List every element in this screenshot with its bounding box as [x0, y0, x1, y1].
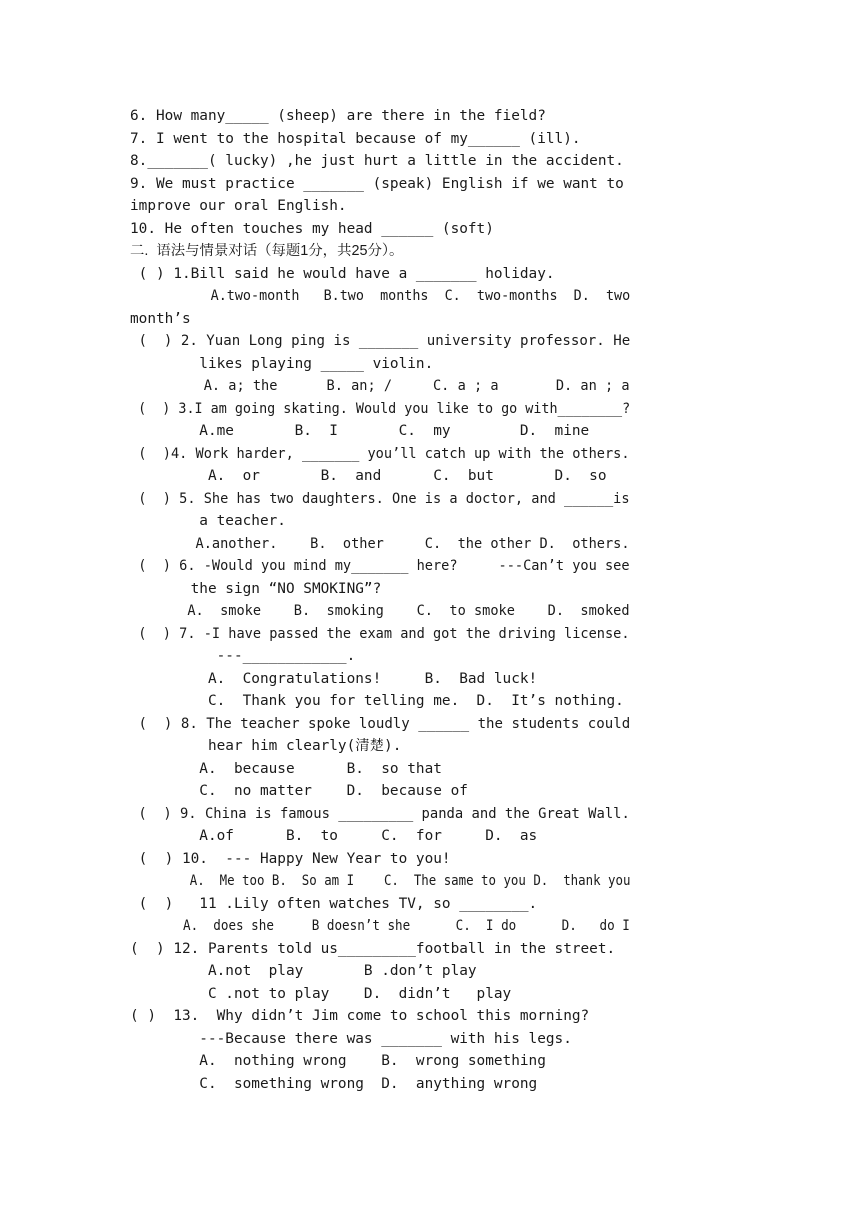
mc-question-6: ( ) 6. -Would you mind my_______ here? ---Can’t you see	[130, 558, 630, 574]
mc-question-8: ( ) 8. The teacher spoke loudly ______ the students could	[130, 716, 631, 732]
mc-question-2-continued: likes playing _____ violin.	[130, 356, 434, 372]
mc-question-2: ( ) 2. Yuan Long ping is _______ university professor. He	[130, 333, 631, 349]
mc-question-13-options-cd: C. something wrong D. anything wrong	[130, 1076, 538, 1092]
mc-question-5-options: A.another. B. other C. the other D. others.	[130, 536, 630, 552]
mc-question-1: ( ) 1.Bill said he would have a _______ holiday.	[130, 266, 555, 282]
question-10: 10. He often touches my head ______ (soft)	[130, 221, 494, 237]
mc-question-5: ( ) 5. She has two daughters. One is a doctor, and ______is	[130, 491, 630, 507]
mc-question-7-options-cd: C. Thank you for telling me. D. It’s nothing.	[130, 693, 624, 709]
question-6: 6. How many_____ (sheep) are there in the field?	[130, 108, 546, 124]
mc-question-2-options: A. a; the B. an; / C. a ; a D. an ; a	[130, 378, 630, 394]
mc-question-9-options: A.of B. to C. for D. as	[130, 828, 538, 844]
mc-question-8-options-cd: C. no matter D. because of	[130, 783, 468, 799]
section-heading: 二. 语法与情景对话（每题1分，共25分）。	[130, 243, 404, 259]
mc-question-9: ( ) 9. China is famous _________ panda and the Great Wall.	[130, 806, 630, 822]
mc-question-10: ( ) 10. --- Happy New Year to you!	[130, 851, 451, 867]
question-7: 7. I went to the hospital because of my______ (ill).	[130, 131, 581, 147]
mc-question-7: ( ) 7. -I have passed the exam and got the driving license.	[130, 626, 630, 642]
mc-question-8-options-ab: A. because B. so that	[130, 761, 442, 777]
mc-question-12: ( ) 12. Parents told us_________football in the street.	[130, 941, 616, 957]
mc-question-11-options: A. does she B doesn’t she C. I do D. do I	[130, 918, 630, 934]
mc-question-7-options-ab: A. Congratulations! B. Bad luck!	[130, 671, 538, 687]
mc-question-6-continued: the sign “NO SMOKING”?	[130, 581, 382, 597]
mc-question-13: ( ) 13. Why didn’t Jim come to school this morning?	[130, 1008, 590, 1024]
mc-question-12-options-ab: A.not play B .don’t play	[130, 963, 477, 979]
mc-question-12-options-cd: C .not to play D. didn’t play	[130, 986, 512, 1002]
mc-question-5-continued: a teacher.	[130, 513, 286, 529]
mc-question-8-continued: hear him clearly(清楚).	[130, 738, 402, 754]
mc-question-7-continued: ---____________.	[130, 648, 356, 664]
mc-question-11: ( ) 11 .Lily often watches TV, so ________.	[130, 896, 538, 912]
mc-question-4-options: A. or B. and C. but D. so	[130, 468, 607, 484]
mc-question-6-options: A. smoke B. smoking C. to smoke D. smoked	[130, 603, 630, 619]
mc-question-13-options-ab: A. nothing wrong B. wrong something	[130, 1053, 546, 1069]
mc-question-10-options: A. Me too B. So am I C. The same to you D. thank you	[130, 873, 631, 889]
question-9: 9. We must practice _______ (speak) English if we want to	[130, 176, 624, 192]
mc-question-1-options-continued: month’s	[130, 311, 191, 327]
question-8: 8._______( lucky) ,he just hurt a little in the accident.	[130, 153, 624, 169]
mc-question-13-continued: ---Because there was _______ with his legs.	[130, 1031, 572, 1047]
mc-question-1-options: A.two-month B.two months C. two-months D. two	[130, 288, 631, 304]
mc-question-3: ( ) 3.I am going skating. Would you like to go with________?	[130, 401, 631, 417]
mc-question-3-options: A.me B. I C. my D. mine	[130, 423, 590, 439]
question-9-continued: improve our oral English.	[130, 198, 347, 214]
mc-question-4: ( )4. Work harder, _______ you’ll catch up with the others.	[130, 446, 630, 462]
